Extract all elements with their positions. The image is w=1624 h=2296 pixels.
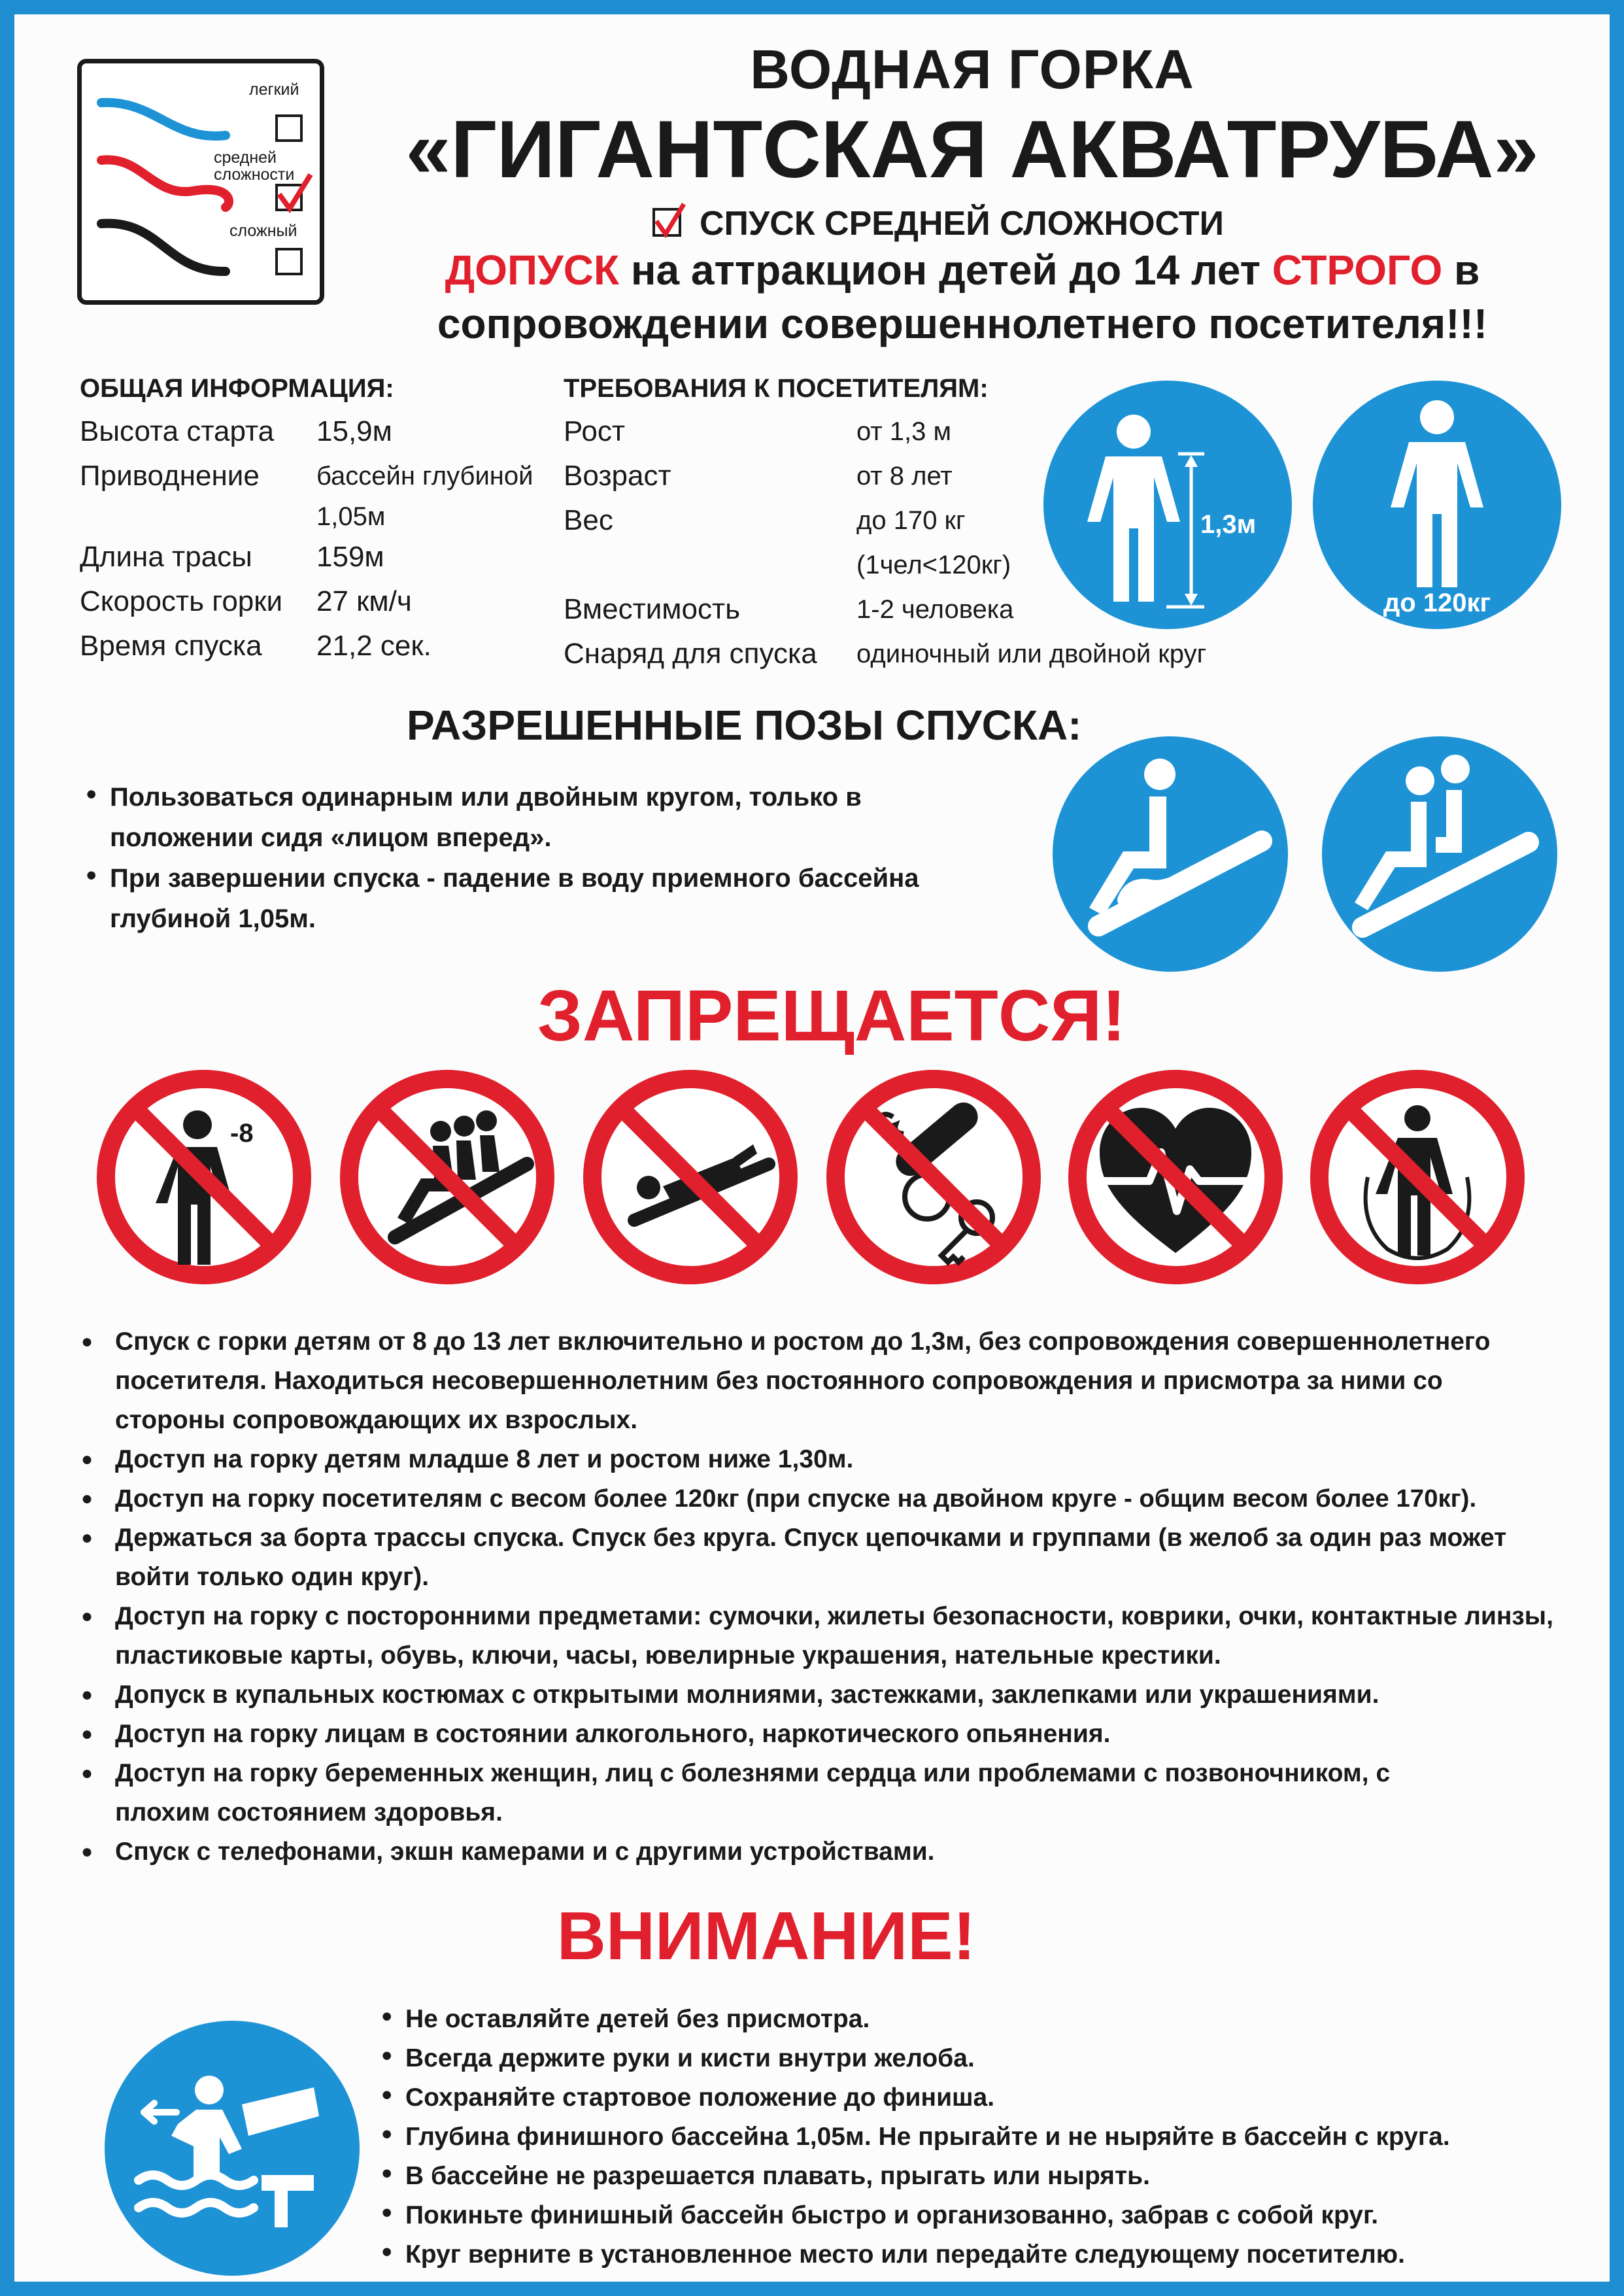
general-info-title: ОБЩАЯ ИНФОРМАЦИЯ: bbox=[80, 374, 394, 403]
general-value: 159м bbox=[316, 541, 384, 573]
list-item: ● Доступ на горку лицам в состоянии алкогольного, наркотического опьянения. bbox=[81, 1715, 1585, 1754]
req-label: Вместимость bbox=[564, 593, 741, 625]
admission-text: на аттракцион детей до 14 лет bbox=[619, 247, 1272, 294]
weight-icon-label: до 120кг bbox=[1383, 589, 1491, 617]
req-label: Снаряд для спуска bbox=[564, 638, 817, 670]
list-item: • Сохраняйте стартовое положение до финиша. bbox=[382, 2078, 1598, 2117]
req-label: Рост bbox=[564, 415, 626, 447]
forbidden-title: ЗАПРЕЩАЕТСЯ! bbox=[537, 976, 1126, 1056]
list-item: • В бассейне не разрешается плавать, прыгать или нырять. bbox=[382, 2157, 1598, 2196]
req-label: Возраст bbox=[564, 460, 671, 492]
difficulty-legend bbox=[77, 59, 324, 305]
general-label: Время спуска bbox=[80, 630, 262, 662]
list-item: • Всегда держите руки и кисти внутри желоба. bbox=[382, 2039, 1598, 2078]
height-requirement-icon bbox=[1043, 381, 1292, 629]
general-value: 15,9м bbox=[316, 415, 392, 447]
lying-descent-ban-icon bbox=[579, 1066, 802, 1288]
exit-pool-icon bbox=[105, 2021, 360, 2276]
difficulty-row bbox=[642, 200, 1296, 246]
difficulty-label: СПУСК СРЕДНЕЙ СЛОЖНОСТИ bbox=[700, 205, 1224, 243]
general-label: Скорость горки bbox=[80, 585, 283, 617]
general-value: 27 км/ч bbox=[316, 585, 412, 617]
list-item: ● Держаться за борта трассы спуска. Спуск без круга. Спуск цепочками и группами (в желоб за один раз может войти только один круг). bbox=[81, 1518, 1585, 1597]
legend-hard-label: сложный bbox=[229, 222, 297, 240]
allowed-poses-list bbox=[86, 777, 1002, 939]
req-value: (1чел<120кг) bbox=[856, 551, 1011, 579]
req-value: до 170 кг bbox=[856, 506, 966, 535]
age-ban-label: -8 bbox=[230, 1119, 254, 1148]
list-item: ● Допуск в купальных костюмах с открытыми молниями, застежками, заклепками или украшениями. bbox=[81, 1675, 1585, 1715]
list-item: ● Доступ на горку с посторонними предметами: сумочки, жилеты безопасности, коврики, очки, контактные линзы, пластиковые карты, обувь, ключи, часы, ювелирные украшения, нательные крестики. bbox=[81, 1597, 1585, 1675]
double-sitting-pose-icon bbox=[1322, 736, 1557, 972]
list-item: ● Спуск с телефонами, экшн камерами и с другими устройствами. bbox=[81, 1832, 1585, 1872]
admission-warning bbox=[328, 243, 1597, 351]
general-value: бассейн глубиной bbox=[316, 462, 533, 490]
strictly-word: СТРОГО bbox=[1272, 247, 1443, 294]
admission-tail: в bbox=[1442, 247, 1480, 294]
list-item: • При завершении спуска - падение в воду приемного бассейна глубиной 1,05м. bbox=[86, 858, 1002, 939]
general-row bbox=[80, 409, 577, 454]
weight-requirement-icon bbox=[1313, 381, 1561, 629]
list-item: • Не оставляйте детей без присмотра. bbox=[382, 2000, 1598, 2039]
attention-title: ВНИМАНИЕ! bbox=[556, 1898, 976, 1974]
age-restriction-ban-icon bbox=[93, 1066, 315, 1288]
req-value: от 1,3 м bbox=[856, 417, 952, 446]
admission-word: ДОПУСК bbox=[445, 247, 620, 294]
list-item: • Пользоваться одинарным или двойным кругом, только в положении сидя «лицом вперед». bbox=[86, 777, 1002, 858]
heart-condition-ban-icon bbox=[1064, 1066, 1287, 1288]
legend-medium-label-1: средней bbox=[214, 148, 277, 167]
single-sitting-pose-icon bbox=[1053, 736, 1288, 972]
title-line-1: ВОДНАЯ ГОРКА bbox=[750, 39, 1194, 100]
general-info-table bbox=[80, 409, 577, 668]
general-label: Длина трасы bbox=[80, 541, 252, 573]
admission-warning-line1 bbox=[328, 243, 1597, 297]
general-row bbox=[80, 624, 577, 668]
req-value: от 8 лет bbox=[856, 462, 953, 490]
general-row bbox=[80, 498, 577, 535]
checkbox-checked-icon bbox=[651, 201, 690, 241]
height-icon-label: 1,3м bbox=[1200, 510, 1257, 539]
list-item: ● Доступ на горку посетителям с весом более 120кг (при спуске на двойном круге - общим весом более 170кг). bbox=[81, 1479, 1585, 1518]
list-item: ● Доступ на горку беременных женщин, лиц с болезнями сердца или проблемами с позвоночником, с плохим состоянием здоровья. bbox=[81, 1754, 1585, 1832]
req-label: Вес bbox=[564, 504, 613, 536]
req-row bbox=[564, 632, 1348, 676]
general-label bbox=[80, 498, 316, 535]
general-value: 21,2 сек. bbox=[316, 630, 431, 662]
general-value: 1,05м bbox=[316, 502, 386, 531]
list-item: • Круг верните в установленное место или передайте следующему посетителю. bbox=[382, 2235, 1598, 2274]
general-label: Высота старта bbox=[80, 415, 275, 447]
general-label: Приводнение bbox=[80, 460, 260, 492]
list-item: ● Спуск с горки детям от 8 до 13 лет включительно и ростом до 1,3м, без сопровождения совершеннолетнего посетителя. Находиться несовершеннолетним без постоянного сопровождения и присмотра за ними со стороны сопровождающих их взрослых. bbox=[81, 1322, 1585, 1440]
req-value: 1-2 человека bbox=[856, 595, 1014, 624]
title-line-2: «ГИГАНТСКАЯ АКВАТРУБА» bbox=[405, 105, 1539, 195]
req-value: одиночный или двойной круг bbox=[856, 640, 1207, 668]
personal-items-ban-icon bbox=[822, 1066, 1045, 1288]
list-item: • Глубина финишного бассейна 1,05м. Не прыгайте и не ныряйте в бассейн с круга. bbox=[382, 2117, 1598, 2157]
legend-easy-label: легкий bbox=[249, 80, 299, 99]
list-item: • Покиньте финишный бассейн быстро и организованно, забрав с собой круг. bbox=[382, 2196, 1598, 2235]
forbidden-list bbox=[81, 1322, 1585, 1872]
allowed-poses-title: РАЗРЕШЕННЫЕ ПОЗЫ СПУСКА: bbox=[407, 702, 1082, 749]
poster bbox=[14, 14, 1610, 2282]
general-row bbox=[80, 579, 577, 624]
list-item: ● Доступ на горку детям младше 8 лет и ростом ниже 1,30м. bbox=[81, 1440, 1585, 1479]
general-row bbox=[80, 535, 577, 579]
admission-warning-line2: сопровождении совершеннолетнего посетителя!!! bbox=[437, 300, 1488, 347]
requirements-title: ТРЕБОВАНИЯ К ПОСЕТИТЕЛЯМ: bbox=[564, 374, 989, 403]
req-label bbox=[564, 543, 856, 587]
legend-medium-label-2: сложности bbox=[214, 165, 295, 184]
general-row bbox=[80, 454, 577, 498]
attention-list bbox=[382, 2000, 1598, 2274]
holding-edges-ban-icon bbox=[1306, 1066, 1529, 1288]
group-descent-ban-icon bbox=[336, 1066, 558, 1288]
